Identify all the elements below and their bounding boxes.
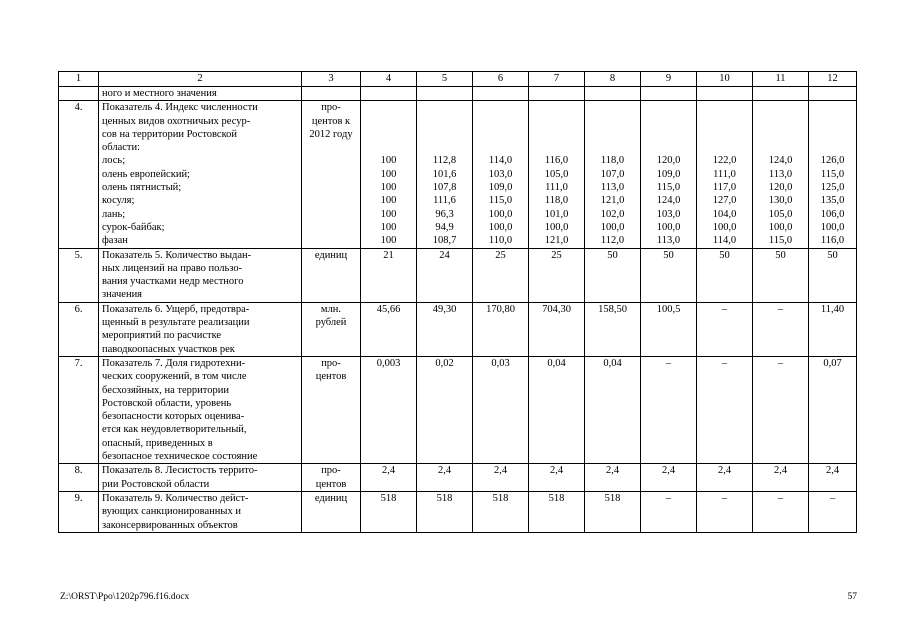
name-line: Показатель 9. Количество дейст- bbox=[102, 492, 249, 504]
value-cell bbox=[361, 356, 417, 463]
species-value: 100,0 bbox=[712, 221, 737, 233]
page-number: 57 bbox=[847, 592, 857, 602]
value-cell bbox=[361, 302, 417, 356]
value-cell bbox=[697, 101, 753, 248]
spacer bbox=[420, 115, 469, 128]
unit-line: центов к bbox=[311, 115, 351, 127]
value: – bbox=[777, 357, 784, 369]
name-line: значения bbox=[102, 289, 143, 301]
name-line: Показатель 6. Ущерб, предотвра- bbox=[102, 303, 250, 315]
value-cell bbox=[809, 302, 857, 356]
name-line: ческих сооружений, в том числе bbox=[102, 371, 247, 383]
value: – bbox=[777, 303, 784, 315]
unit-cell bbox=[302, 356, 361, 463]
unit-line: млн. bbox=[320, 303, 342, 315]
row-number: 9. bbox=[59, 491, 99, 532]
value: 21 bbox=[383, 249, 394, 261]
species-value: 114,0 bbox=[712, 235, 737, 247]
value: 100,5 bbox=[656, 303, 681, 315]
value-cell bbox=[809, 464, 857, 492]
species-value: 117,0 bbox=[712, 182, 737, 194]
value-cell bbox=[585, 87, 641, 101]
value: 2,4 bbox=[381, 465, 396, 477]
unit-line: про- bbox=[321, 357, 341, 369]
unit-line: рублей bbox=[315, 317, 347, 329]
table-row bbox=[59, 302, 857, 356]
value: 49,30 bbox=[432, 303, 457, 315]
species-value: 103,0 bbox=[488, 168, 513, 180]
species-value: 106,0 bbox=[820, 208, 845, 220]
species-value: 104,0 bbox=[712, 208, 737, 220]
value-cell bbox=[641, 356, 697, 463]
value-cell bbox=[529, 87, 585, 101]
species-value: 100 bbox=[380, 155, 397, 167]
species-value: 121,0 bbox=[600, 195, 625, 207]
spacer bbox=[588, 141, 637, 154]
species-value: 103,0 bbox=[656, 208, 681, 220]
species-value: 127,0 bbox=[712, 195, 737, 207]
spacer bbox=[812, 115, 853, 128]
value: – bbox=[777, 492, 784, 504]
name-line: области: bbox=[102, 142, 141, 154]
species-value: 115,0 bbox=[488, 195, 513, 207]
value-cell bbox=[641, 464, 697, 492]
name-line: паводкоопасных участков рек bbox=[102, 343, 235, 355]
spacer bbox=[700, 141, 749, 154]
species-value: 100,0 bbox=[488, 208, 513, 220]
column-number: 2 bbox=[99, 72, 302, 87]
value-cell bbox=[529, 248, 585, 302]
value: – bbox=[829, 492, 836, 504]
column-number: 12 bbox=[809, 72, 857, 87]
spacer bbox=[420, 141, 469, 154]
species-value: 101,0 bbox=[544, 208, 569, 220]
value: 50 bbox=[607, 249, 618, 261]
species-value: 107,0 bbox=[600, 168, 625, 180]
spacer bbox=[532, 141, 581, 154]
value-cell bbox=[585, 302, 641, 356]
value: – bbox=[665, 492, 672, 504]
unit-line: про- bbox=[321, 102, 341, 114]
name-line: безопасное техническое состояние bbox=[102, 451, 258, 463]
name-line: Ростовской области, уровень bbox=[102, 397, 232, 409]
species-name: фазан bbox=[102, 235, 128, 247]
species-value: 100,0 bbox=[656, 221, 681, 233]
value-cell bbox=[641, 248, 697, 302]
species-value: 115,0 bbox=[768, 235, 793, 247]
value-cell bbox=[585, 491, 641, 532]
spacer bbox=[700, 128, 749, 141]
value: – bbox=[721, 357, 728, 369]
spacer bbox=[756, 128, 805, 141]
row-number: 8. bbox=[59, 464, 99, 492]
value-cell bbox=[417, 302, 473, 356]
indicator-name bbox=[99, 464, 302, 492]
species-value: 111,0 bbox=[713, 168, 736, 180]
spacer bbox=[644, 115, 693, 128]
name-line: ется как неудовлетворительный, bbox=[102, 424, 247, 436]
table-row bbox=[59, 248, 857, 302]
value: 2,4 bbox=[437, 465, 452, 477]
value-cell bbox=[753, 101, 809, 248]
unit-cell bbox=[302, 491, 361, 532]
row-number: 7. bbox=[59, 356, 99, 463]
species-value: 121,0 bbox=[544, 235, 569, 247]
spacer bbox=[476, 128, 525, 141]
value: 158,50 bbox=[598, 303, 627, 315]
value: 518 bbox=[548, 492, 565, 504]
species-value: 116,0 bbox=[544, 155, 569, 167]
value-cell bbox=[529, 464, 585, 492]
name-line: Показатель 4. Индекс численности bbox=[102, 102, 258, 114]
value-cell bbox=[473, 302, 529, 356]
column-number: 1 bbox=[59, 72, 99, 87]
value-cell bbox=[697, 491, 753, 532]
value-cell bbox=[361, 464, 417, 492]
species-value: 112,8 bbox=[432, 155, 457, 167]
value-cell bbox=[361, 248, 417, 302]
value: 50 bbox=[663, 249, 674, 261]
value: 518 bbox=[492, 492, 509, 504]
value-cell bbox=[697, 356, 753, 463]
name-line: ного и местного значения bbox=[102, 88, 217, 99]
value-cell bbox=[753, 302, 809, 356]
name-line: вания участками недр местного bbox=[102, 276, 244, 288]
column-number: 8 bbox=[585, 72, 641, 87]
spacer bbox=[364, 101, 413, 114]
species-value: 130,0 bbox=[768, 195, 793, 207]
column-number: 6 bbox=[473, 72, 529, 87]
value-cell bbox=[417, 356, 473, 463]
value-cell bbox=[417, 248, 473, 302]
column-number: 5 bbox=[417, 72, 473, 87]
value: 11,40 bbox=[820, 303, 845, 315]
spacer bbox=[756, 101, 805, 114]
value: 2,4 bbox=[773, 465, 788, 477]
value: 2,4 bbox=[661, 465, 676, 477]
value: 50 bbox=[719, 249, 730, 261]
species-value: 118,0 bbox=[600, 155, 625, 167]
row-number bbox=[59, 87, 99, 101]
name-line: ценных видов охотничьих ресур- bbox=[102, 115, 251, 127]
value-cell bbox=[641, 101, 697, 248]
value-cell bbox=[753, 87, 809, 101]
value-cell bbox=[697, 302, 753, 356]
column-number: 3 bbox=[302, 72, 361, 87]
species-value: 109,0 bbox=[488, 182, 513, 194]
species-value: 96,3 bbox=[435, 208, 454, 220]
species-value: 100 bbox=[380, 221, 397, 233]
value: 2,4 bbox=[605, 465, 620, 477]
table-row bbox=[59, 491, 857, 532]
value-cell bbox=[641, 87, 697, 101]
row-number: 5. bbox=[59, 248, 99, 302]
species-name: лось; bbox=[102, 155, 126, 167]
spacer bbox=[476, 115, 525, 128]
spacer bbox=[700, 115, 749, 128]
species-value: 100,0 bbox=[488, 221, 513, 233]
value-cell bbox=[473, 491, 529, 532]
value-cell bbox=[697, 87, 753, 101]
unit-cell bbox=[302, 248, 361, 302]
value-cell bbox=[473, 356, 529, 463]
value: 2,4 bbox=[549, 465, 564, 477]
indicators-table bbox=[58, 71, 857, 533]
species-value: 124,0 bbox=[656, 195, 681, 207]
spacer bbox=[420, 128, 469, 141]
name-line: Показатель 8. Лесистость террито- bbox=[102, 465, 258, 477]
name-line: вующих санкционированных и bbox=[102, 506, 241, 518]
spacer bbox=[644, 141, 693, 154]
species-value: 100,0 bbox=[600, 221, 625, 233]
spacer bbox=[476, 101, 525, 114]
value-cell bbox=[641, 491, 697, 532]
species-value: 111,0 bbox=[545, 182, 568, 194]
species-value: 110,0 bbox=[488, 235, 513, 247]
value-cell bbox=[529, 302, 585, 356]
column-number-row bbox=[59, 72, 857, 87]
species-value: 135,0 bbox=[820, 195, 845, 207]
table-row bbox=[59, 464, 857, 492]
species-value: 109,0 bbox=[656, 168, 681, 180]
species-value: 124,0 bbox=[768, 155, 793, 167]
species-value: 102,0 bbox=[600, 208, 625, 220]
species-value: 113,0 bbox=[656, 235, 681, 247]
spacer bbox=[532, 101, 581, 114]
spacer bbox=[532, 115, 581, 128]
unit-cell bbox=[302, 464, 361, 492]
species-value: 115,0 bbox=[656, 182, 681, 194]
spacer bbox=[812, 128, 853, 141]
value: – bbox=[665, 357, 672, 369]
species-value: 94,9 bbox=[435, 221, 454, 233]
spacer bbox=[812, 101, 853, 114]
value-cell bbox=[809, 87, 857, 101]
species-value: 118,0 bbox=[544, 195, 569, 207]
indicator-name bbox=[99, 302, 302, 356]
spacer bbox=[588, 128, 637, 141]
name-line: ных лицензий на право пользо- bbox=[102, 262, 243, 274]
value-cell bbox=[753, 491, 809, 532]
value-cell bbox=[417, 87, 473, 101]
name-line: Показатель 5. Количество выдан- bbox=[102, 249, 252, 261]
value-cell bbox=[417, 464, 473, 492]
spacer bbox=[476, 141, 525, 154]
value-cell bbox=[417, 491, 473, 532]
name-line: сов на территории Ростовской bbox=[102, 128, 238, 140]
species-name: олень пятнистый; bbox=[102, 182, 182, 194]
value: 0,07 bbox=[823, 357, 842, 369]
value-cell bbox=[585, 101, 641, 248]
spacer bbox=[644, 128, 693, 141]
value: 2,4 bbox=[717, 465, 732, 477]
value-cell bbox=[585, 356, 641, 463]
value: 2,4 bbox=[825, 465, 840, 477]
unit-line: про- bbox=[321, 465, 341, 477]
species-value: 120,0 bbox=[768, 182, 793, 194]
value-cell bbox=[641, 302, 697, 356]
column-number: 7 bbox=[529, 72, 585, 87]
spacer bbox=[588, 115, 637, 128]
species-value: 107,8 bbox=[432, 182, 457, 194]
column-number: 10 bbox=[697, 72, 753, 87]
spacer bbox=[756, 141, 805, 154]
value-cell bbox=[585, 248, 641, 302]
value: 170,80 bbox=[486, 303, 515, 315]
value: 0,03 bbox=[491, 357, 510, 369]
value-cell bbox=[473, 248, 529, 302]
spacer bbox=[364, 141, 413, 154]
unit-cell bbox=[302, 87, 361, 101]
species-value: 120,0 bbox=[656, 155, 681, 167]
unit-line: центов bbox=[315, 371, 347, 383]
spacer bbox=[812, 141, 853, 154]
species-value: 100 bbox=[380, 168, 397, 180]
column-number: 11 bbox=[753, 72, 809, 87]
name-line: щенный в результате реализации bbox=[102, 317, 250, 329]
spacer bbox=[644, 101, 693, 114]
file-path: Z:\ORST\Ppo\1202p796.f16.docx bbox=[60, 592, 190, 602]
value: 0,003 bbox=[376, 357, 401, 369]
species-value: 113,0 bbox=[600, 182, 625, 194]
row-number: 6. bbox=[59, 302, 99, 356]
species-value: 108,7 bbox=[432, 235, 457, 247]
species-name: олень европейский; bbox=[102, 168, 190, 180]
spacer bbox=[420, 101, 469, 114]
species-value: 100 bbox=[380, 195, 397, 207]
value: 50 bbox=[827, 249, 838, 261]
species-value: 115,0 bbox=[820, 168, 845, 180]
value-cell bbox=[473, 87, 529, 101]
spacer bbox=[700, 101, 749, 114]
value-cell bbox=[697, 248, 753, 302]
indicator-name bbox=[99, 248, 302, 302]
species-value: 114,0 bbox=[488, 155, 513, 167]
value-cell bbox=[361, 87, 417, 101]
species-value: 100 bbox=[380, 208, 397, 220]
value: 50 bbox=[775, 249, 786, 261]
value: 45,66 bbox=[376, 303, 401, 315]
species-value: 105,0 bbox=[544, 168, 569, 180]
table-row bbox=[59, 87, 857, 101]
table-row bbox=[59, 101, 857, 248]
species-value: 113,0 bbox=[768, 168, 793, 180]
value: 2,4 bbox=[493, 465, 508, 477]
indicator-name bbox=[99, 101, 302, 248]
row-number: 4. bbox=[59, 101, 99, 248]
species-value: 111,6 bbox=[433, 195, 456, 207]
value: – bbox=[721, 492, 728, 504]
value: 0,04 bbox=[603, 357, 622, 369]
column-number: 4 bbox=[361, 72, 417, 87]
value: 518 bbox=[604, 492, 621, 504]
value-cell bbox=[473, 101, 529, 248]
value-cell bbox=[809, 356, 857, 463]
species-value: 116,0 bbox=[820, 235, 845, 247]
name-line: Показатель 7. Доля гидротехни- bbox=[102, 357, 246, 369]
value-cell bbox=[529, 356, 585, 463]
spacer bbox=[364, 115, 413, 128]
value-cell bbox=[753, 248, 809, 302]
value: 25 bbox=[551, 249, 562, 261]
spacer bbox=[588, 101, 637, 114]
column-number: 9 bbox=[641, 72, 697, 87]
unit-line: единиц bbox=[314, 492, 348, 504]
unit-cell bbox=[302, 101, 361, 248]
value-cell bbox=[753, 464, 809, 492]
species-value: 112,0 bbox=[600, 235, 625, 247]
value-cell bbox=[361, 101, 417, 248]
species-value: 100,0 bbox=[544, 221, 569, 233]
species-value: 122,0 bbox=[712, 155, 737, 167]
species-value: 100 bbox=[380, 182, 397, 194]
name-line: опасный, приведенных в bbox=[102, 437, 213, 449]
value: 0,02 bbox=[435, 357, 454, 369]
table-row bbox=[59, 356, 857, 463]
species-name: сурок-байбак; bbox=[102, 221, 165, 233]
species-value: 100,0 bbox=[768, 221, 793, 233]
value-cell bbox=[809, 491, 857, 532]
name-line: рии Ростовской области bbox=[102, 478, 210, 490]
indicator-name bbox=[99, 87, 302, 101]
value: 24 bbox=[439, 249, 450, 261]
unit-line: центов bbox=[315, 478, 347, 490]
value: 518 bbox=[436, 492, 453, 504]
spacer bbox=[756, 115, 805, 128]
unit-cell bbox=[302, 302, 361, 356]
indicator-name bbox=[99, 356, 302, 463]
species-value: 105,0 bbox=[768, 208, 793, 220]
spacer bbox=[532, 128, 581, 141]
value-cell bbox=[809, 101, 857, 248]
indicator-name bbox=[99, 491, 302, 532]
unit-line: единиц bbox=[314, 249, 348, 261]
value-cell bbox=[361, 491, 417, 532]
value: 518 bbox=[380, 492, 397, 504]
value-cell bbox=[753, 356, 809, 463]
species-name: лань; bbox=[102, 208, 126, 220]
value-cell bbox=[473, 464, 529, 492]
value-cell bbox=[697, 464, 753, 492]
value-cell bbox=[585, 464, 641, 492]
value: 25 bbox=[495, 249, 506, 261]
species-value: 126,0 bbox=[820, 155, 845, 167]
name-line: мероприятий по расчистке bbox=[102, 330, 222, 342]
value: 704,30 bbox=[542, 303, 571, 315]
spacer bbox=[364, 128, 413, 141]
value-cell bbox=[529, 491, 585, 532]
species-name: косуля; bbox=[102, 195, 135, 207]
species-value: 125,0 bbox=[820, 182, 845, 194]
species-value: 100 bbox=[380, 235, 397, 247]
value-cell bbox=[809, 248, 857, 302]
species-value: 101,6 bbox=[432, 168, 457, 180]
value: – bbox=[721, 303, 728, 315]
value: 0,04 bbox=[547, 357, 566, 369]
name-line: бесхозяйных, на территории bbox=[102, 384, 229, 396]
unit-line: 2012 году bbox=[309, 128, 353, 140]
value-cell bbox=[417, 101, 473, 248]
name-line: безопасности которых оценива- bbox=[102, 411, 245, 423]
species-value: 100,0 bbox=[820, 221, 845, 233]
name-line: законсервированных объектов bbox=[102, 519, 238, 531]
value-cell bbox=[529, 101, 585, 248]
